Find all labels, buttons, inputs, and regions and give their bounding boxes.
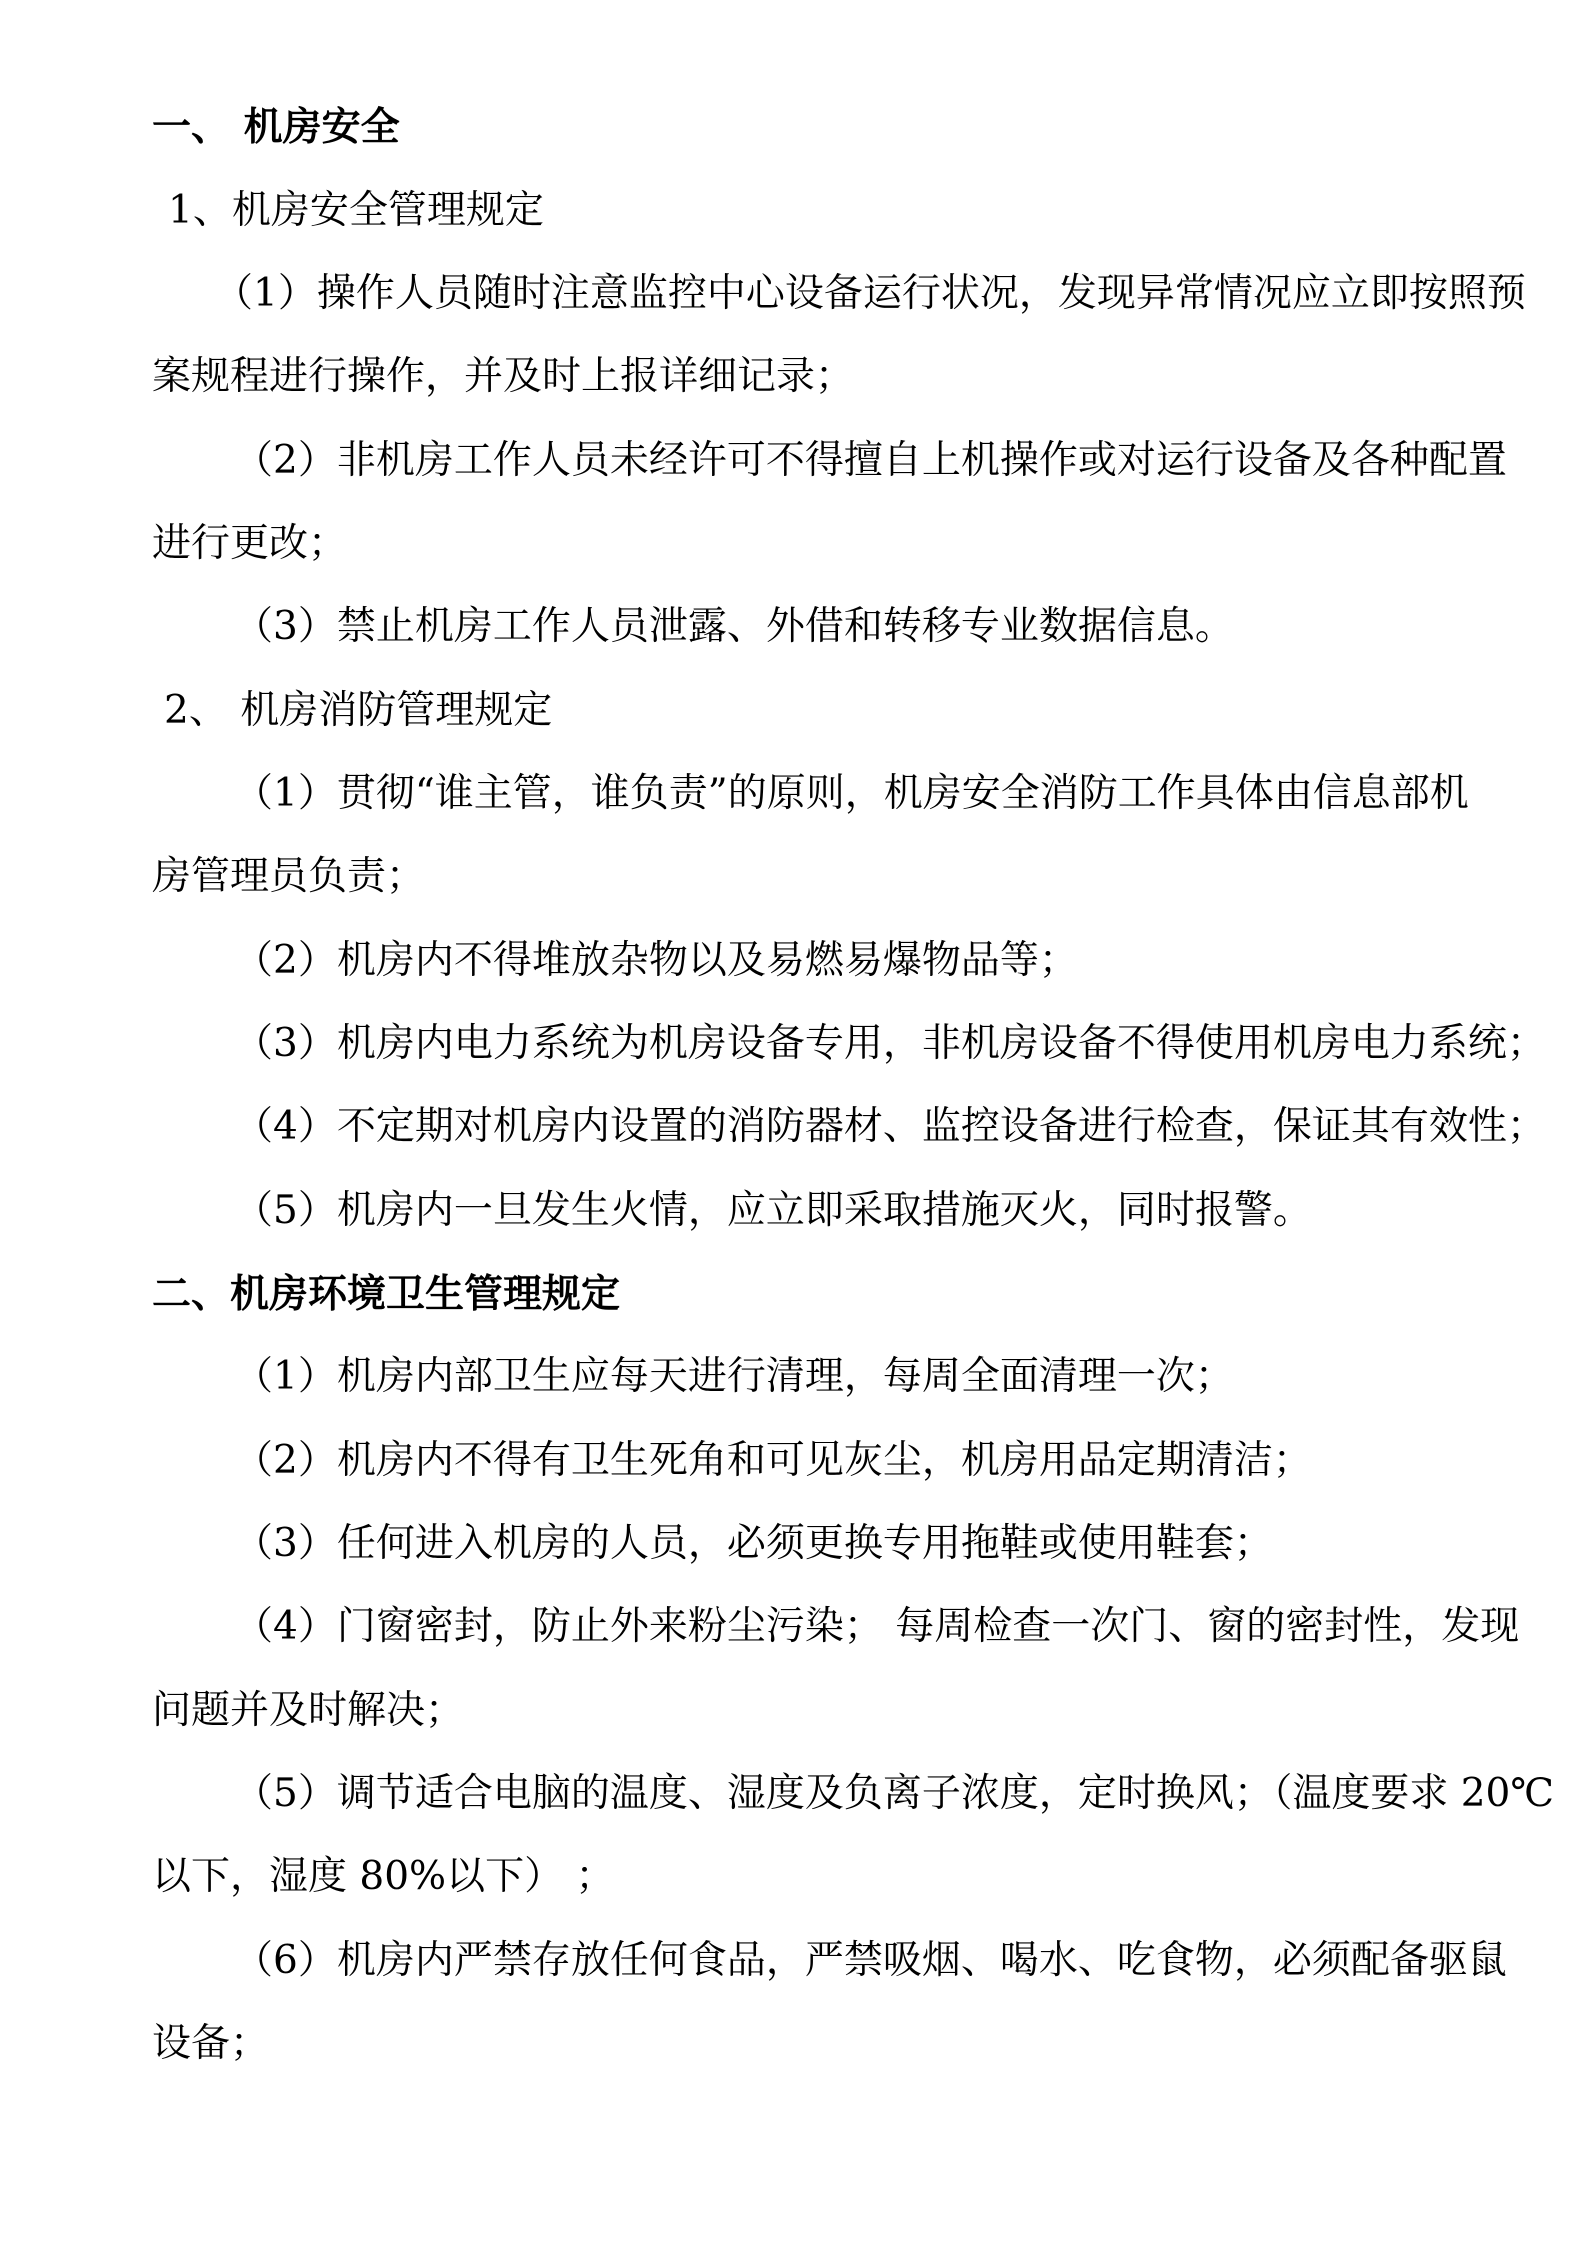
subsection-heading-2: 2、 机房消防管理规定 bbox=[164, 688, 553, 733]
paragraph-line: （6）机房内严禁存放任何食品，严禁吸烟、喝水、吃食物，必须配备驱鼠 bbox=[234, 1938, 1507, 1983]
paragraph-line: 进行更改； bbox=[152, 521, 348, 566]
paragraph-line: （2）非机房工作人员未经许可不得擅自上机操作或对运行设备及各种配置 bbox=[234, 438, 1507, 483]
paragraph-line: （3）机房内电力系统为机房设备专用，非机房设备不得使用机房电力系统； bbox=[234, 1021, 1546, 1066]
paragraph-line: 案规程进行操作，并及时上报详细记录； bbox=[152, 354, 855, 399]
paragraph-line: 以下，湿度 80%以下） ； bbox=[152, 1854, 615, 1899]
paragraph-line: （1）操作人员随时注意监控中心设备运行状况，发现异常情况应立即按照预 bbox=[214, 271, 1526, 316]
paragraph-line: （2）机房内不得堆放杂物以及易燃易爆物品等； bbox=[234, 938, 1078, 983]
paragraph-line: （1）贯彻“谁主管，谁负责”的原则，机房安全消防工作具体由信息部机 bbox=[234, 771, 1469, 816]
paragraph-line: （4）不定期对机房内设置的消防器材、监控设备进行检查，保证其有效性； bbox=[234, 1104, 1546, 1149]
section-heading-2: 二、机房环境卫生管理规定 bbox=[152, 1271, 621, 1317]
paragraph-line: （1）机房内部卫生应每天进行清理，每周全面清理一次； bbox=[234, 1354, 1234, 1399]
paragraph-line: 房管理员负责； bbox=[152, 854, 426, 899]
paragraph-line: 设备； bbox=[152, 2021, 270, 2066]
paragraph-line: （3）任何进入机房的人员，必须更换专用拖鞋或使用鞋套； bbox=[234, 1521, 1273, 1566]
paragraph-line: （5）调节适合电脑的温度、湿度及负离子浓度，定时换风；（温度要求 20℃ bbox=[234, 1771, 1554, 1816]
paragraph-line: 问题并及时解决； bbox=[152, 1688, 465, 1733]
paragraph-line: （4）门窗密封，防止外来粉尘污染； 每周检查一次门、窗的密封性，发现 bbox=[234, 1604, 1520, 1649]
paragraph-line: （2）机房内不得有卫生死角和可见灰尘，机房用品定期清洁； bbox=[234, 1438, 1312, 1483]
section-heading-1: 一、 机房安全 bbox=[152, 104, 400, 150]
subsection-heading-1: 1、机房安全管理规定 bbox=[168, 188, 544, 233]
paragraph-line: （5）机房内一旦发生火情，应立即采取措施灭火，同时报警。 bbox=[234, 1188, 1312, 1233]
paragraph-line: （3）禁止机房工作人员泄露、外借和转移专业数据信息。 bbox=[234, 604, 1234, 649]
